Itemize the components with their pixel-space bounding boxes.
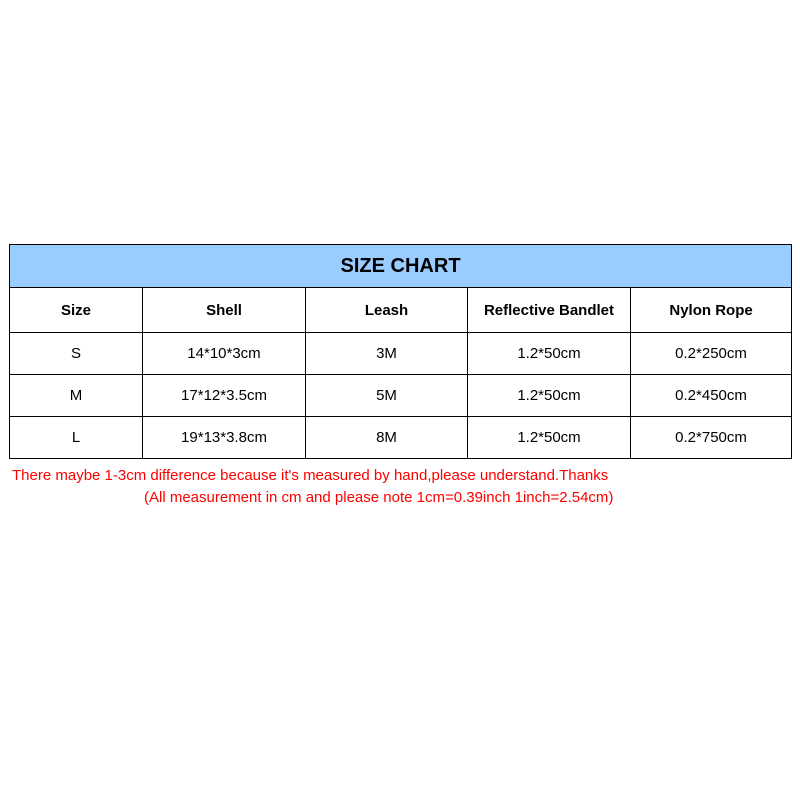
cell-size: L: [10, 417, 143, 459]
cell-leash: 8M: [306, 417, 468, 459]
size-chart-table: [9, 244, 792, 459]
measurement-disclaimer: There maybe 1-3cm difference because it's measured by hand,please understand.Thanks: [12, 467, 609, 484]
cell-size: S: [10, 333, 143, 375]
cell-shell: 19*13*3.8cm: [143, 417, 306, 459]
table-row: [10, 417, 792, 459]
cell-leash: 5M: [306, 375, 468, 417]
column-header-row: [10, 288, 792, 333]
column-header-shell: Shell: [143, 288, 306, 333]
cell-reflective-bandlet: 1.2*50cm: [468, 417, 631, 459]
unit-conversion-note: (All measurement in cm and please note 1cm=0.39inch 1inch=2.54cm): [144, 489, 614, 506]
cell-reflective-bandlet: 1.2*50cm: [468, 375, 631, 417]
column-header-leash: Leash: [306, 288, 468, 333]
column-header-size: Size: [10, 288, 143, 333]
column-header-reflective-bandlet: Reflective Bandlet: [468, 288, 631, 333]
title-row: [10, 245, 792, 288]
table-row: [10, 333, 792, 375]
cell-leash: 3M: [306, 333, 468, 375]
cell-reflective-bandlet: 1.2*50cm: [468, 333, 631, 375]
cell-shell: 17*12*3.5cm: [143, 375, 306, 417]
cell-nylon-rope: 0.2*450cm: [631, 375, 792, 417]
cell-nylon-rope: 0.2*250cm: [631, 333, 792, 375]
column-header-nylon-rope: Nylon Rope: [631, 288, 792, 333]
cell-nylon-rope: 0.2*750cm: [631, 417, 792, 459]
chart-title: SIZE CHART: [10, 245, 792, 288]
cell-shell: 14*10*3cm: [143, 333, 306, 375]
cell-size: M: [10, 375, 143, 417]
table-row: [10, 375, 792, 417]
